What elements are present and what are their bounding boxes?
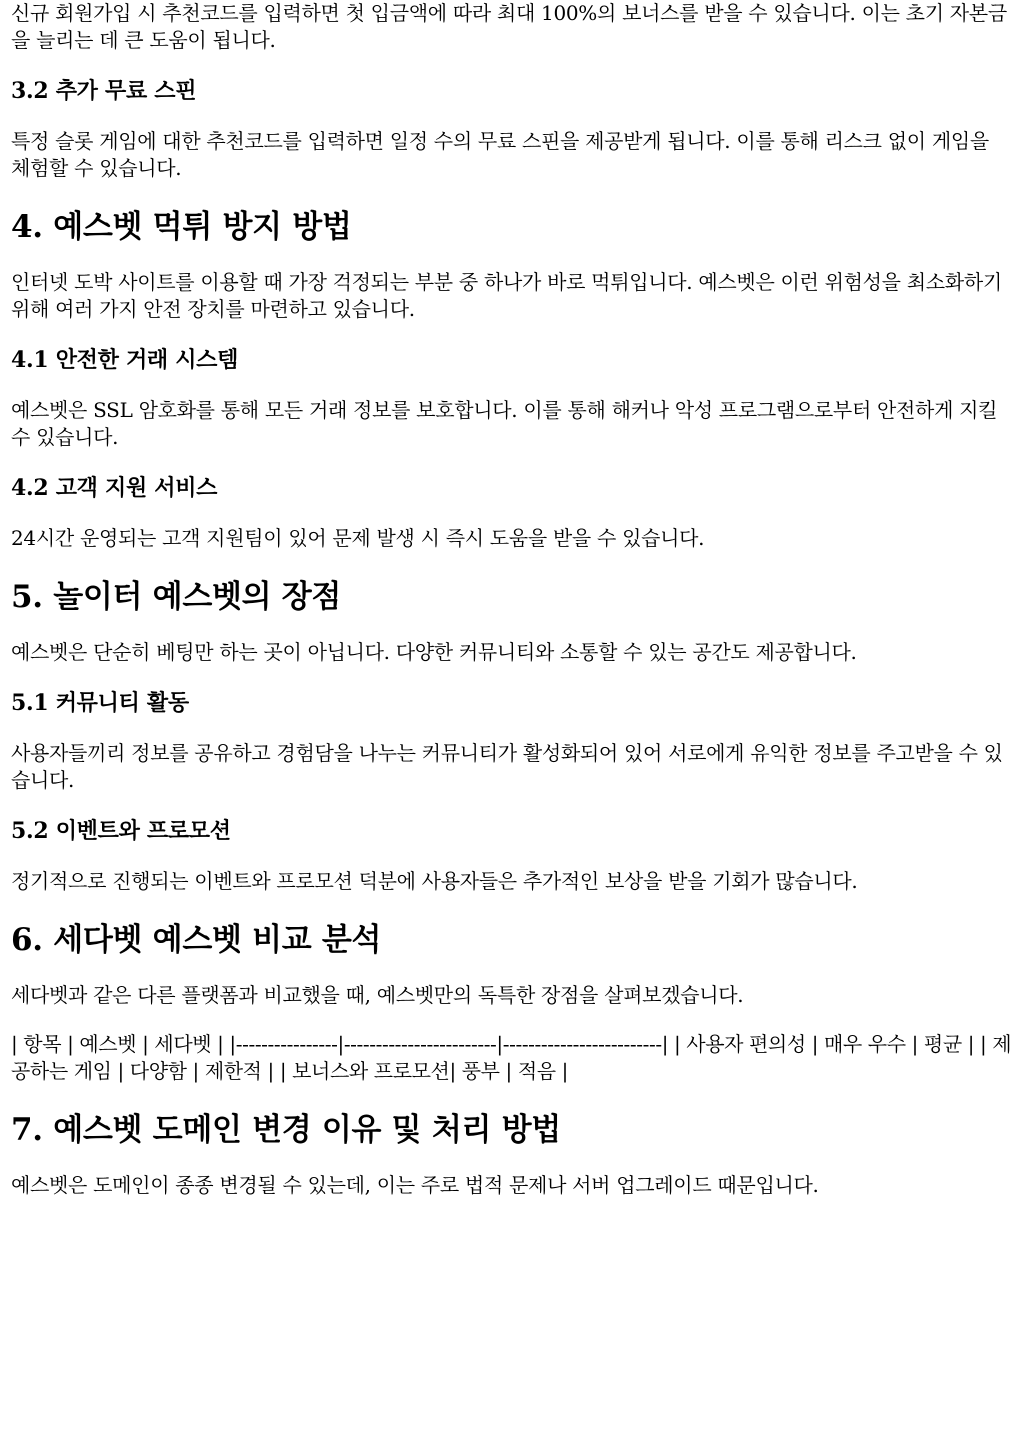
paragraph-4-1: 예스벳은 SSL 암호화를 통해 모든 거래 정보를 보호합니다. 이를 통해 해커나 악성 프로그램으로부터 안전하게 지킬 수 있습니다. bbox=[11, 398, 998, 449]
heading-3-2: 3.2 추가 무료 스핀 bbox=[11, 78, 197, 104]
heading-7: 7. 예스벳 도메인 변경 이유 및 처리 방법 bbox=[11, 1112, 561, 1148]
heading-4-2: 4.2 고객 지원 서비스 bbox=[11, 475, 218, 501]
comparison-table-text: | 항목 | 예스벳 | 세다벳 | |----------------|------------------------|-------------------------| | 사용자 편의성 | 매우 우수 | 평균 | | 제공하는 게임 | 다양함 | 제한적 | | 보너스와 프로모션| 풍부 | 적음 | bbox=[11, 1032, 1012, 1083]
intro-paragraph: 신규 회원가입 시 추천코드를 입력하면 첫 입금액에 따라 최대 100%의 보너스를 받을 수 있습니다. 이는 초기 자본금을 늘리는 데 큰 도움이 됩니다. bbox=[11, 1, 1007, 52]
paragraph-4-2: 24시간 운영되는 고객 지원팀이 있어 문제 발생 시 즉시 도움을 받을 수 있습니다. bbox=[11, 526, 705, 550]
paragraph-6: 세다벳과 같은 다른 플랫폼과 비교했을 때, 예스벳만의 독특한 장점을 살펴보겠습니다. bbox=[11, 983, 744, 1007]
paragraph-4: 인터넷 도박 사이트를 이용할 때 가장 걱정되는 부분 중 하나가 바로 먹튀입니다. 예스벳은 이런 위험성을 최소화하기 위해 여러 가지 안전 장치를 마련하고 있습니다. bbox=[11, 270, 1002, 321]
heading-5: 5. 놀이터 예스벳의 장점 bbox=[11, 579, 342, 615]
paragraph-3-2: 특정 슬롯 게임에 대한 추천코드를 입력하면 일정 수의 무료 스핀을 제공받게 됩니다. 이를 통해 리스크 없이 게임을 체험할 수 있습니다. bbox=[11, 129, 989, 180]
heading-5-1: 5.1 커뮤니티 활동 bbox=[11, 690, 189, 716]
paragraph-5-1: 사용자들끼리 정보를 공유하고 경험담을 나누는 커뮤니티가 활성화되어 있어 서로에게 유익한 정보를 주고받을 수 있습니다. bbox=[11, 741, 1003, 792]
paragraph-7: 예스벳은 도메인이 종종 변경될 수 있는데, 이는 주로 법적 문제나 서버 업그레이드 때문입니다. bbox=[11, 1173, 819, 1197]
heading-4: 4. 예스벳 먹튀 방지 방법 bbox=[11, 209, 352, 245]
heading-4-1: 4.1 안전한 거래 시스템 bbox=[11, 347, 239, 373]
paragraph-5: 예스벳은 단순히 베팅만 하는 곳이 아닙니다. 다양한 커뮤니티와 소통할 수 있는 공간도 제공합니다. bbox=[11, 640, 857, 664]
heading-6: 6. 세다벳 예스벳 비교 분석 bbox=[11, 922, 382, 958]
paragraph-5-2: 정기적으로 진행되는 이벤트와 프로모션 덕분에 사용자들은 추가적인 보상을 받을 기회가 많습니다. bbox=[11, 869, 858, 893]
heading-5-2: 5.2 이벤트와 프로모션 bbox=[11, 818, 231, 844]
